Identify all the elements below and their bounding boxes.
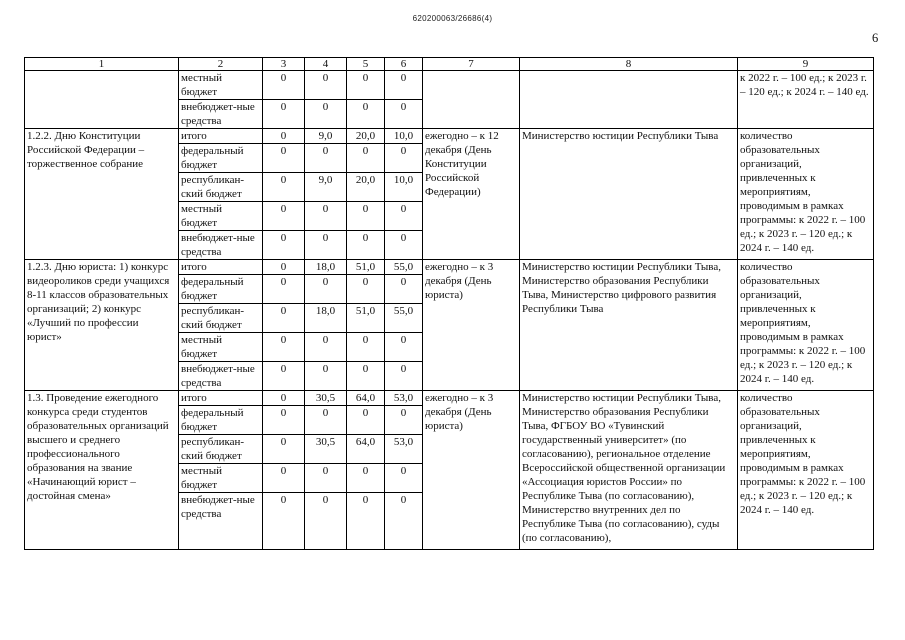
value-cell: 0 bbox=[263, 173, 305, 202]
funding-source: итого bbox=[179, 129, 263, 144]
value-cell: 0 bbox=[385, 464, 423, 493]
funding-source: итого bbox=[179, 391, 263, 406]
value-cell: 0 bbox=[385, 362, 423, 391]
term-cell bbox=[423, 71, 520, 129]
value-cell: 0 bbox=[263, 275, 305, 304]
value-cell: 55,0 bbox=[385, 260, 423, 275]
value-cell: 0 bbox=[385, 333, 423, 362]
column-header: 4 bbox=[305, 58, 347, 71]
funding-source: местный бюджет bbox=[179, 333, 263, 362]
funding-source: федеральный бюджет bbox=[179, 406, 263, 435]
value-cell: 0 bbox=[305, 231, 347, 260]
value-cell: 18,0 bbox=[305, 260, 347, 275]
value-cell: 0 bbox=[385, 406, 423, 435]
value-cell: 0 bbox=[385, 71, 423, 100]
value-cell: 0 bbox=[305, 333, 347, 362]
value-cell: 0 bbox=[263, 362, 305, 391]
value-cell: 0 bbox=[305, 406, 347, 435]
funding-source: федеральный бюджет bbox=[179, 275, 263, 304]
value-cell: 0 bbox=[305, 100, 347, 129]
value-cell: 0 bbox=[263, 100, 305, 129]
value-cell: 0 bbox=[305, 362, 347, 391]
value-cell: 0 bbox=[385, 493, 423, 550]
column-header: 8 bbox=[520, 58, 738, 71]
value-cell: 18,0 bbox=[305, 304, 347, 333]
value-cell: 55,0 bbox=[385, 304, 423, 333]
value-cell: 0 bbox=[263, 406, 305, 435]
value-cell: 0 bbox=[305, 275, 347, 304]
funding-source: внебюджет-ные средства bbox=[179, 231, 263, 260]
value-cell: 0 bbox=[263, 464, 305, 493]
funding-source: республикан-ский бюджет bbox=[179, 173, 263, 202]
value-cell: 64,0 bbox=[347, 435, 385, 464]
document-id: 620200063/26686(4) bbox=[412, 14, 493, 23]
value-cell: 0 bbox=[263, 493, 305, 550]
value-cell: 0 bbox=[263, 435, 305, 464]
value-cell: 53,0 bbox=[385, 391, 423, 406]
value-cell: 64,0 bbox=[347, 391, 385, 406]
funding-source: внебюджет-ные средства bbox=[179, 493, 263, 550]
value-cell: 0 bbox=[347, 333, 385, 362]
column-header: 3 bbox=[263, 58, 305, 71]
value-cell: 53,0 bbox=[385, 435, 423, 464]
funding-source: внебюджет-ные средства bbox=[179, 362, 263, 391]
value-cell: 0 bbox=[347, 362, 385, 391]
value-cell: 30,5 bbox=[305, 391, 347, 406]
value-cell: 0 bbox=[347, 231, 385, 260]
value-cell: 9,0 bbox=[305, 173, 347, 202]
activity-name-cell: 1.3. Проведение ежегодного конкурса среди студентов образовательных организаций высшего и среднего профессионального образования на звание «Начинающий юрист – достойная смена» bbox=[25, 391, 179, 550]
value-cell: 0 bbox=[385, 100, 423, 129]
value-cell: 0 bbox=[263, 391, 305, 406]
value-cell: 0 bbox=[263, 202, 305, 231]
value-cell: 0 bbox=[263, 333, 305, 362]
value-cell: 10,0 bbox=[385, 173, 423, 202]
value-cell: 0 bbox=[347, 144, 385, 173]
value-cell: 0 bbox=[347, 100, 385, 129]
value-cell: 0 bbox=[347, 464, 385, 493]
program-activities-table bbox=[24, 57, 874, 550]
table-row bbox=[25, 391, 874, 406]
value-cell: 20,0 bbox=[347, 129, 385, 144]
funding-source: местный бюджет bbox=[179, 71, 263, 100]
value-cell: 0 bbox=[305, 202, 347, 231]
column-header: 7 bbox=[423, 58, 520, 71]
value-cell: 0 bbox=[263, 144, 305, 173]
funding-source: республикан-ский бюджет bbox=[179, 304, 263, 333]
indicator-cell: количество образовательных организаций, привлеченных к мероприятиям, проводимым в рамках программы: к 2022 г. – 100 ед.; к 2023 г. – 120 ед.; к 2024 г. – 140 ед. bbox=[738, 391, 874, 550]
value-cell: 0 bbox=[385, 202, 423, 231]
value-cell: 51,0 bbox=[347, 260, 385, 275]
value-cell: 0 bbox=[347, 202, 385, 231]
value-cell: 9,0 bbox=[305, 129, 347, 144]
value-cell: 0 bbox=[263, 304, 305, 333]
value-cell: 0 bbox=[347, 406, 385, 435]
value-cell: 0 bbox=[385, 231, 423, 260]
value-cell: 0 bbox=[263, 231, 305, 260]
column-number-row bbox=[25, 58, 874, 71]
indicator-cell: количество образовательных организаций, привлеченных к мероприятиям, проводимым в рамках программы: к 2022 г. – 100 ед.; к 2023 г. – 120 ед.; к 2024 г. – 140 ед. bbox=[738, 260, 874, 391]
table-row bbox=[25, 71, 874, 100]
value-cell: 0 bbox=[347, 71, 385, 100]
column-header: 1 bbox=[25, 58, 179, 71]
indicator-cell: к 2022 г. – 100 ед.; к 2023 г. – 120 ед.; к 2024 г. – 140 ед. bbox=[738, 71, 874, 129]
executor-cell: Министерство юстиции Республики Тыва, Министерство образования Республики Тыва, ФГБОУ ВО «Тувинский государственный университет» (по согласованию), региональное отделение Всероссийской общественной организации «Ассоциация юристов России» по Республике Тыва (по согласованию), Министерство внутренних дел по Республике Тыва (по согласованию), суды (по согласованию), bbox=[520, 391, 738, 550]
value-cell: 0 bbox=[385, 144, 423, 173]
value-cell: 0 bbox=[263, 129, 305, 144]
funding-source: местный бюджет bbox=[179, 202, 263, 231]
value-cell: 0 bbox=[305, 71, 347, 100]
value-cell: 0 bbox=[263, 71, 305, 100]
value-cell: 0 bbox=[305, 144, 347, 173]
column-header: 5 bbox=[347, 58, 385, 71]
executor-cell: Министерство юстиции Республики Тыва, Министерство образования Республики Тыва, Министерство цифрового развития Республики Тыва bbox=[520, 260, 738, 391]
term-cell: ежегодно – к 3 декабря (День юриста) bbox=[423, 391, 520, 550]
column-header: 6 bbox=[385, 58, 423, 71]
activity-name-cell bbox=[25, 71, 179, 129]
value-cell: 0 bbox=[347, 275, 385, 304]
value-cell: 0 bbox=[305, 493, 347, 550]
executor-cell: Министерство юстиции Республики Тыва bbox=[520, 129, 738, 260]
funding-source: местный бюджет bbox=[179, 464, 263, 493]
funding-source: республикан-ский бюджет bbox=[179, 435, 263, 464]
funding-source: внебюджет-ные средства bbox=[179, 100, 263, 129]
value-cell: 0 bbox=[305, 464, 347, 493]
value-cell: 10,0 bbox=[385, 129, 423, 144]
value-cell: 30,5 bbox=[305, 435, 347, 464]
value-cell: 0 bbox=[347, 493, 385, 550]
column-header: 9 bbox=[738, 58, 874, 71]
activity-name-cell: 1.2.3. Дню юриста: 1) конкурс видеороликов среди учащихся 8-11 классов образовательных организаций; 2) конкурс «Лучший по профессии юрист» bbox=[25, 260, 179, 391]
executor-cell bbox=[520, 71, 738, 129]
column-header: 2 bbox=[179, 58, 263, 71]
indicator-cell: количество образовательных организаций, привлеченных к мероприятиям, проводимым в рамках программы: к 2022 г. – 100 ед.; к 2023 г. – 120 ед.; к 2024 г. – 140 ед. bbox=[738, 129, 874, 260]
table-row bbox=[25, 260, 874, 275]
value-cell: 0 bbox=[385, 275, 423, 304]
funding-source: итого bbox=[179, 260, 263, 275]
page-number: 6 bbox=[872, 31, 879, 45]
term-cell: ежегодно – к 12 декабря (День Конституции Российской Федерации) bbox=[423, 129, 520, 260]
table-row bbox=[25, 129, 874, 144]
term-cell: ежегодно – к 3 декабря (День юриста) bbox=[423, 260, 520, 391]
activity-name-cell: 1.2.2. Дню Конституции Российской Федерации – торжественное собрание bbox=[25, 129, 179, 260]
value-cell: 0 bbox=[263, 260, 305, 275]
value-cell: 20,0 bbox=[347, 173, 385, 202]
value-cell: 51,0 bbox=[347, 304, 385, 333]
funding-source: федеральный бюджет bbox=[179, 144, 263, 173]
